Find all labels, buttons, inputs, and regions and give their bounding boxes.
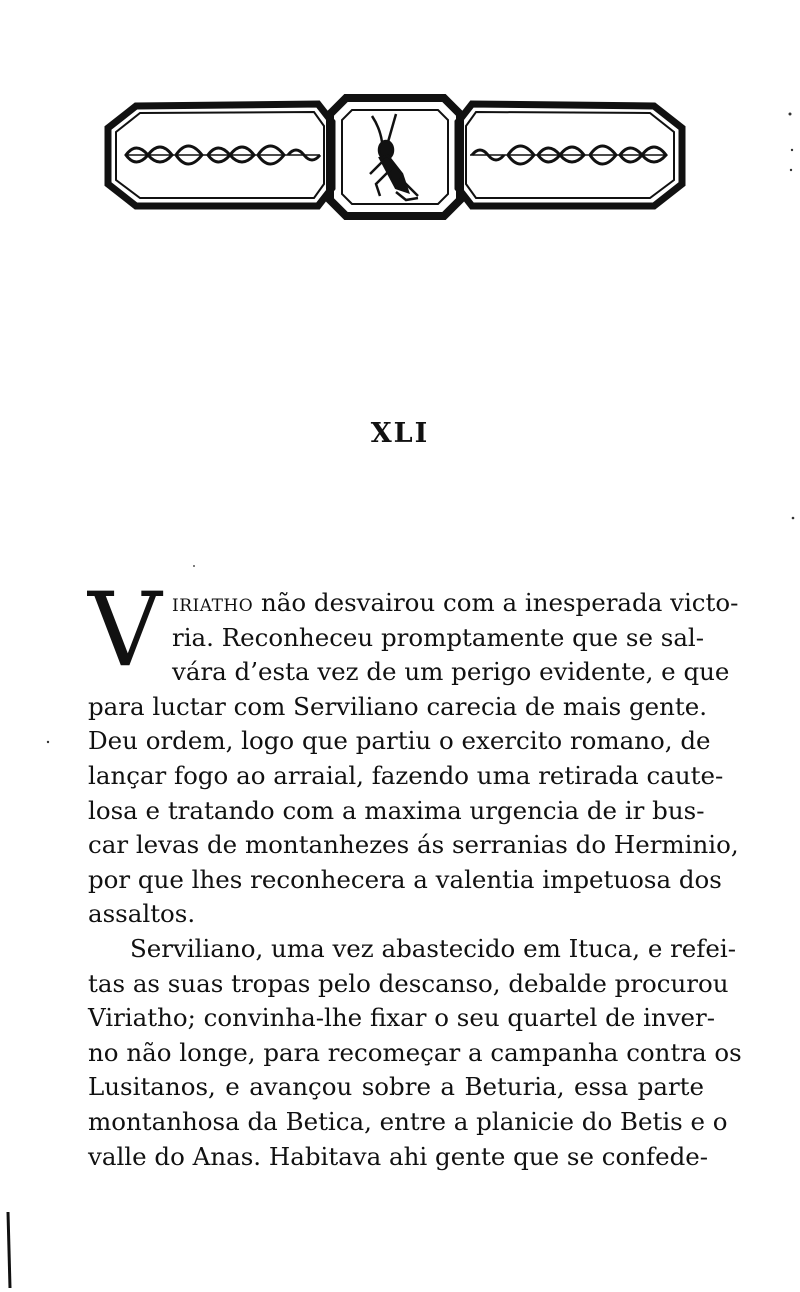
text-line	[88, 586, 739, 621]
text-line-fragment: não desvairou com a inesperada victo-	[253, 588, 739, 617]
text-line: tas as suas tropas pelo descanso, debalde procurou	[88, 968, 729, 998]
text-line: Viriatho; convinha-lhe fixar o seu quartel de inver-	[88, 1003, 716, 1033]
text-line: valle do Anas. Habitava ahi gente que se confede-	[88, 1141, 709, 1171]
text-line: car levas de montanhezes ás serranias do Herminio,	[88, 830, 739, 860]
text-line: assaltos.	[88, 899, 196, 929]
header-ornament	[96, 88, 694, 222]
text-line: ria. Reconheceu promptamente que se sal-	[172, 622, 705, 652]
text-line: lançar fogo ao arraial, fazendo uma retirada caute-	[88, 760, 724, 790]
text-line: Deu ordem, logo que partiu o exercito romano, de	[88, 726, 711, 756]
text-line: para luctar com Serviliano carecia de mais gente.	[88, 691, 708, 721]
right-ornament-panel	[458, 104, 682, 206]
text-line: Serviliano, uma vez abastecido em Ituca, e refei-	[130, 933, 736, 963]
text-line: por que lhes reconhecera a valentia impetuosa dos	[88, 864, 722, 894]
text-line: montanhosa da Betica, entre a planicie do Betis e o	[88, 1106, 728, 1136]
center-medallion	[330, 98, 460, 216]
chapter-title: XLI	[370, 418, 430, 449]
grasshopper-ornament-icon	[370, 114, 418, 200]
text-line: vára d’esta vez de um perigo evidente, e que	[172, 657, 730, 687]
body-text	[88, 586, 742, 1174]
text-line: losa e tratando com a maxima urgencia de ir bus-	[88, 795, 705, 825]
text-line: no não longe, para recomeçar a campanha contra os	[88, 1037, 742, 1067]
first-word-smallcaps: IRIATHO	[172, 596, 254, 616]
text-line: Lusitanos, e avançou sobre a Beturia, essa parte	[88, 1072, 704, 1102]
drop-cap: V	[88, 571, 162, 690]
left-ornament-panel	[108, 104, 332, 206]
